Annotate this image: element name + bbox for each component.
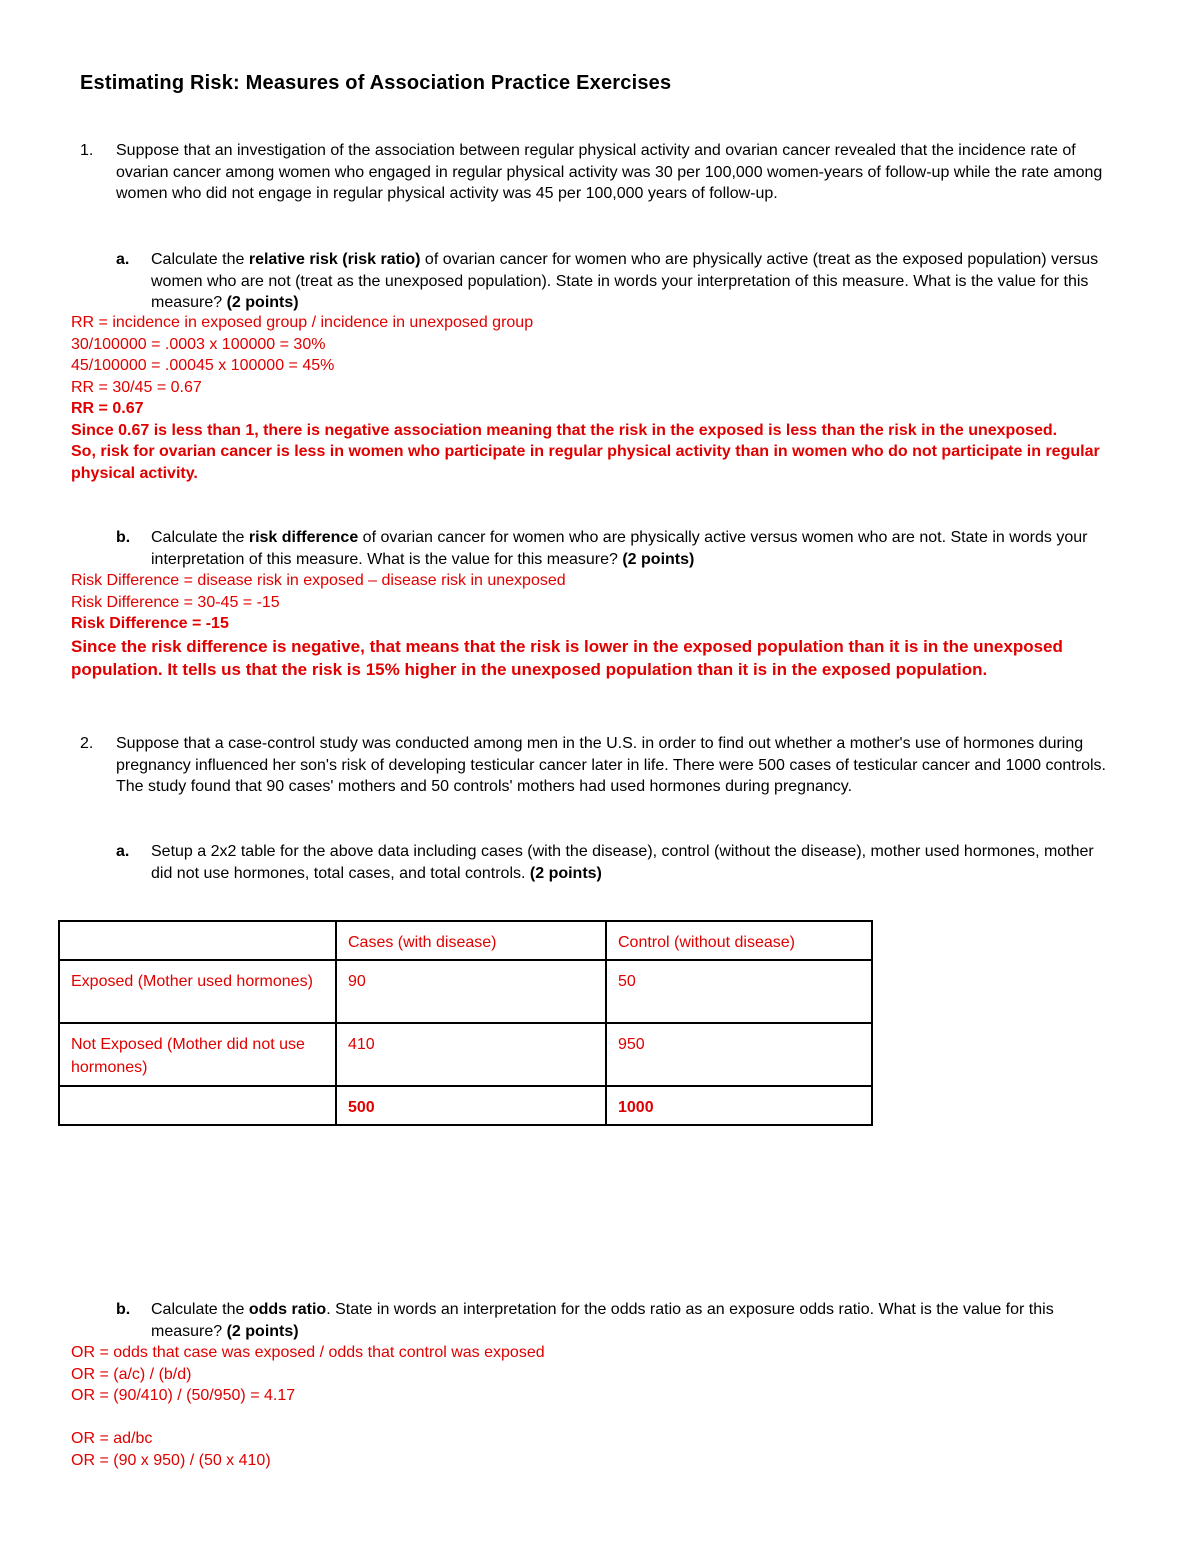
table-cell: 500 (336, 1086, 606, 1125)
question-1a-text (151, 249, 1111, 314)
answer-line: OR = (90 x 950) / (50 x 410) (71, 1451, 271, 1469)
table-header-row (59, 921, 872, 960)
question-2a-pre: Setup a 2x2 table for the above data including cases (with the disease), control (without the disease), mother used hormones, mother did not use hormones, total cases, and total controls. (151, 843, 1094, 882)
question-1a-pre: Calculate the (151, 251, 249, 268)
question-1b-label: b. (116, 529, 131, 546)
answer-line: OR = (a/c) / (b/d) (71, 1365, 192, 1383)
answer-result: RR = 0.67 (71, 400, 144, 417)
answer-interpretation: So, risk for ovarian cancer is less in women who participate in regular physical activity than in women who do not participate in regular physical activity. (71, 443, 1100, 482)
question-1-number: 1. (80, 142, 94, 159)
question-2b-text (151, 1299, 1111, 1342)
answer-interpretation: Since the risk difference is negative, that means that the risk is lower in the exposed population than it is in the unexposed population. It tells us that the risk is 15% higher in the unexposed population than it is in the exposed population. (71, 636, 1063, 679)
answer-result: Risk Difference = -15 (71, 615, 229, 632)
table-row (59, 1023, 872, 1086)
blank-line (71, 1407, 1111, 1429)
table-cell: 410 (336, 1023, 606, 1086)
question-2b-post: . State in words an interpretation for the odds ratio as an exposure odds ratio. What is the value for this measure? (151, 1301, 1054, 1340)
answer-line: OR = odds that case was exposed / odds that control was exposed (71, 1344, 545, 1361)
answer-line: RR = 30/45 = 0.67 (71, 378, 202, 396)
question-1-text: Suppose that an investigation of the association between regular physical activity and ovarian cancer revealed that the incidence rate of ovarian cancer among women who engaged in regular physical activity was 30 per 100,000 women-years of follow-up while the rate among women who did not engage in regular physical activity was 45 per 100,000 years of follow-up. (116, 142, 1103, 202)
question-2a-text (151, 841, 1111, 884)
question-1a-post: of ovarian cancer for women who are physically active (treat as the exposed population) versus women who are not (treat as the unexposed population). State in words your interpretation of this measure. What is the value for this measure? (151, 251, 1099, 311)
question-1b-points: (2 points) (622, 550, 695, 568)
answer-1a (71, 312, 1111, 484)
table-cell (59, 1086, 336, 1125)
table-header: Control (without disease) (606, 921, 872, 960)
table-cell: Not Exposed (Mother did not use hormones) (59, 1023, 336, 1086)
table-cell: 90 (336, 960, 606, 1023)
page-title: Estimating Risk: Measures of Association Practice Exercises (80, 72, 672, 94)
table-cell: 50 (606, 960, 872, 1023)
table-cell: 950 (606, 1023, 872, 1086)
table-cell: 1000 (606, 1086, 872, 1125)
question-1a-term: relative risk (risk ratio) (248, 251, 421, 268)
answer-line: 45/100000 = .00045 x 100000 = 45% (71, 357, 335, 374)
answer-2b (71, 1342, 1111, 1471)
answer-line: OR = (90/410) / (50/950) = 4.17 (71, 1387, 296, 1404)
question-2b-term: odds ratio (248, 1301, 327, 1318)
answer-1b (71, 570, 1071, 681)
answer-line: OR = ad/bc (71, 1430, 153, 1447)
table-cell (59, 921, 336, 960)
question-1b-post: of ovarian cancer for women who are physically active versus women who are not. State in words your interpretation of this measure. What is the value for this measure? (151, 529, 1088, 568)
question-2-text: Suppose that a case-control study was conducted among men in the U.S. in order to find out whether a mother's use of hormones during pregnancy influenced her son's risk of developing testicular cancer later in life. There were 500 cases of testicular cancer and 1000 controls. The study found that 90 cases' mothers and 50 controls' mothers had used hormones during pregnancy. (116, 735, 1106, 795)
question-1b-term: risk difference (248, 529, 359, 546)
table-cell: Exposed (Mother used hormones) (59, 960, 336, 1023)
table-row (59, 960, 872, 1023)
question-1a-label: a. (116, 251, 130, 268)
answer-interpretation: Since 0.67 is less than 1, there is negative association meaning that the risk in the exposed is less than the risk in the unexposed. (71, 421, 1058, 439)
answer-line: Risk Difference = 30-45 = -15 (71, 593, 280, 611)
question-2a-label: a. (116, 843, 130, 860)
answer-line: Risk Difference = disease risk in exposed – disease risk in unexposed (71, 572, 566, 589)
question-2b-points: (2 points) (226, 1322, 299, 1340)
question-1b-text (151, 527, 1111, 570)
question-2b-pre: Calculate the (151, 1301, 249, 1318)
question-1a-points: (2 points) (226, 294, 299, 311)
question-2-number: 2. (80, 735, 94, 752)
answer-line: 30/100000 = .0003 x 100000 = 30% (71, 335, 326, 353)
question-2b-label: b. (116, 1301, 131, 1318)
question-2a-points: (2 points) (529, 864, 602, 882)
two-by-two-table (58, 920, 873, 1126)
answer-line: RR = incidence in exposed group / incidence in unexposed group (71, 314, 534, 331)
table-total-row (59, 1086, 872, 1125)
table-header: Cases (with disease) (336, 921, 606, 960)
question-1b-pre: Calculate the (151, 529, 249, 546)
